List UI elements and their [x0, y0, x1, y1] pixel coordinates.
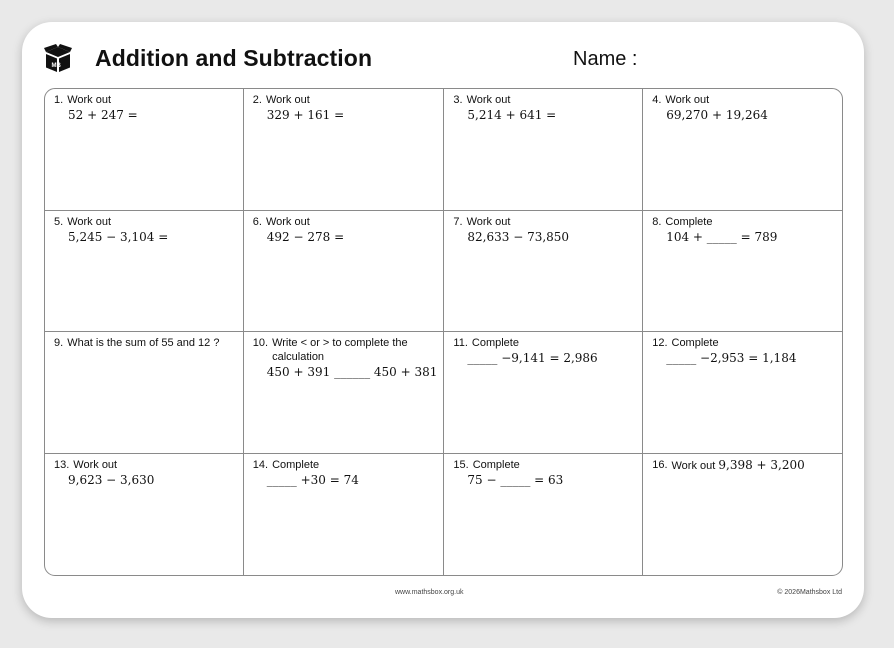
question-text: Work out	[665, 94, 710, 106]
question-expression: 75 − _____ = 63	[467, 472, 564, 487]
question-number: 14.	[252, 458, 269, 471]
question-cell	[643, 211, 842, 333]
question-text: Work out	[73, 458, 118, 471]
question-number: 12.	[652, 337, 668, 349]
logo-letter-m: MB	[51, 63, 61, 69]
question-grid	[44, 88, 843, 576]
question-number: 10.	[252, 337, 269, 349]
question-cell	[45, 89, 244, 211]
question-cell	[45, 332, 244, 454]
question-number: 7.	[453, 215, 463, 228]
question-cell	[643, 454, 842, 576]
question-cell	[45, 211, 244, 333]
name-label: Name :	[573, 48, 638, 70]
question-expression: _____ −9,141 = 2,986	[467, 351, 598, 365]
page-title: Addition and Subtraction	[95, 45, 373, 71]
footer-copyright: © 2026Mathsbox Ltd	[777, 589, 842, 596]
question-number: 9.	[54, 337, 64, 349]
question-text: Write < or > to complete the calculation	[272, 337, 408, 363]
question-text: Work out	[466, 215, 511, 228]
question-cell	[244, 332, 445, 454]
question-number: 11.	[453, 337, 468, 349]
question-text: Work out	[265, 215, 310, 228]
question-text-part: Work out	[671, 459, 716, 472]
question-text: Complete	[671, 337, 719, 349]
box-logo-icon	[43, 43, 73, 73]
question-number: 8.	[652, 215, 662, 228]
question-text: Work out	[265, 94, 310, 106]
question-number: 4.	[652, 94, 662, 106]
question-expression: 450 + 391 ______ 450 + 381	[266, 365, 438, 379]
question-expression: 5,214 + 641 =	[467, 108, 557, 122]
question-number: 13.	[54, 458, 70, 471]
footer-url[interactable]: www.mathsbox.org.uk	[395, 589, 464, 596]
question-expression: _____ +30 = 74	[266, 472, 359, 487]
question-cell	[444, 89, 643, 211]
question-cell	[444, 454, 643, 576]
question-expression: 104 + _____ = 789	[666, 229, 778, 244]
question-expression: 492 − 278 =	[266, 229, 345, 244]
question-number: 2.	[252, 94, 262, 106]
question-text: Work out	[67, 215, 111, 228]
question-text: Complete	[471, 337, 519, 349]
question-cell	[643, 332, 842, 454]
question-cell	[444, 332, 643, 454]
question-text: Work out	[466, 94, 511, 106]
question-text: Complete	[665, 215, 713, 228]
question-text: What is the sum of 55 and 12 ?	[67, 337, 220, 349]
question-expression: 5,245 − 3,104 =	[68, 229, 169, 244]
question-expression: 82,633 − 73,850	[467, 229, 570, 244]
question-expression: 9,398 + 3,200	[718, 457, 805, 472]
question-cell	[244, 211, 445, 333]
question-cell	[643, 89, 842, 211]
question-cell	[244, 89, 445, 211]
question-text: Complete	[272, 458, 320, 471]
question-cell	[45, 454, 244, 576]
question-text: Complete	[472, 458, 520, 471]
question-text	[672, 458, 837, 473]
question-expression: _____ −2,953 = 1,184	[666, 351, 797, 365]
question-text: Work out	[67, 94, 111, 106]
question-cell	[444, 211, 643, 333]
question-number: 6.	[252, 215, 262, 228]
question-expression: 52 + 247 =	[68, 108, 138, 122]
question-cell	[244, 454, 445, 576]
question-number: 1.	[54, 94, 64, 106]
question-expression: 69,270 + 19,264	[666, 108, 768, 122]
question-number: 16.	[652, 458, 668, 471]
question-number: 15.	[453, 458, 469, 471]
question-number: 5.	[54, 215, 64, 228]
question-expression: 329 + 161 =	[266, 108, 345, 122]
question-number: 3.	[453, 94, 463, 106]
worksheet	[22, 22, 864, 618]
question-expression: 9,623 − 3,630	[68, 472, 155, 487]
